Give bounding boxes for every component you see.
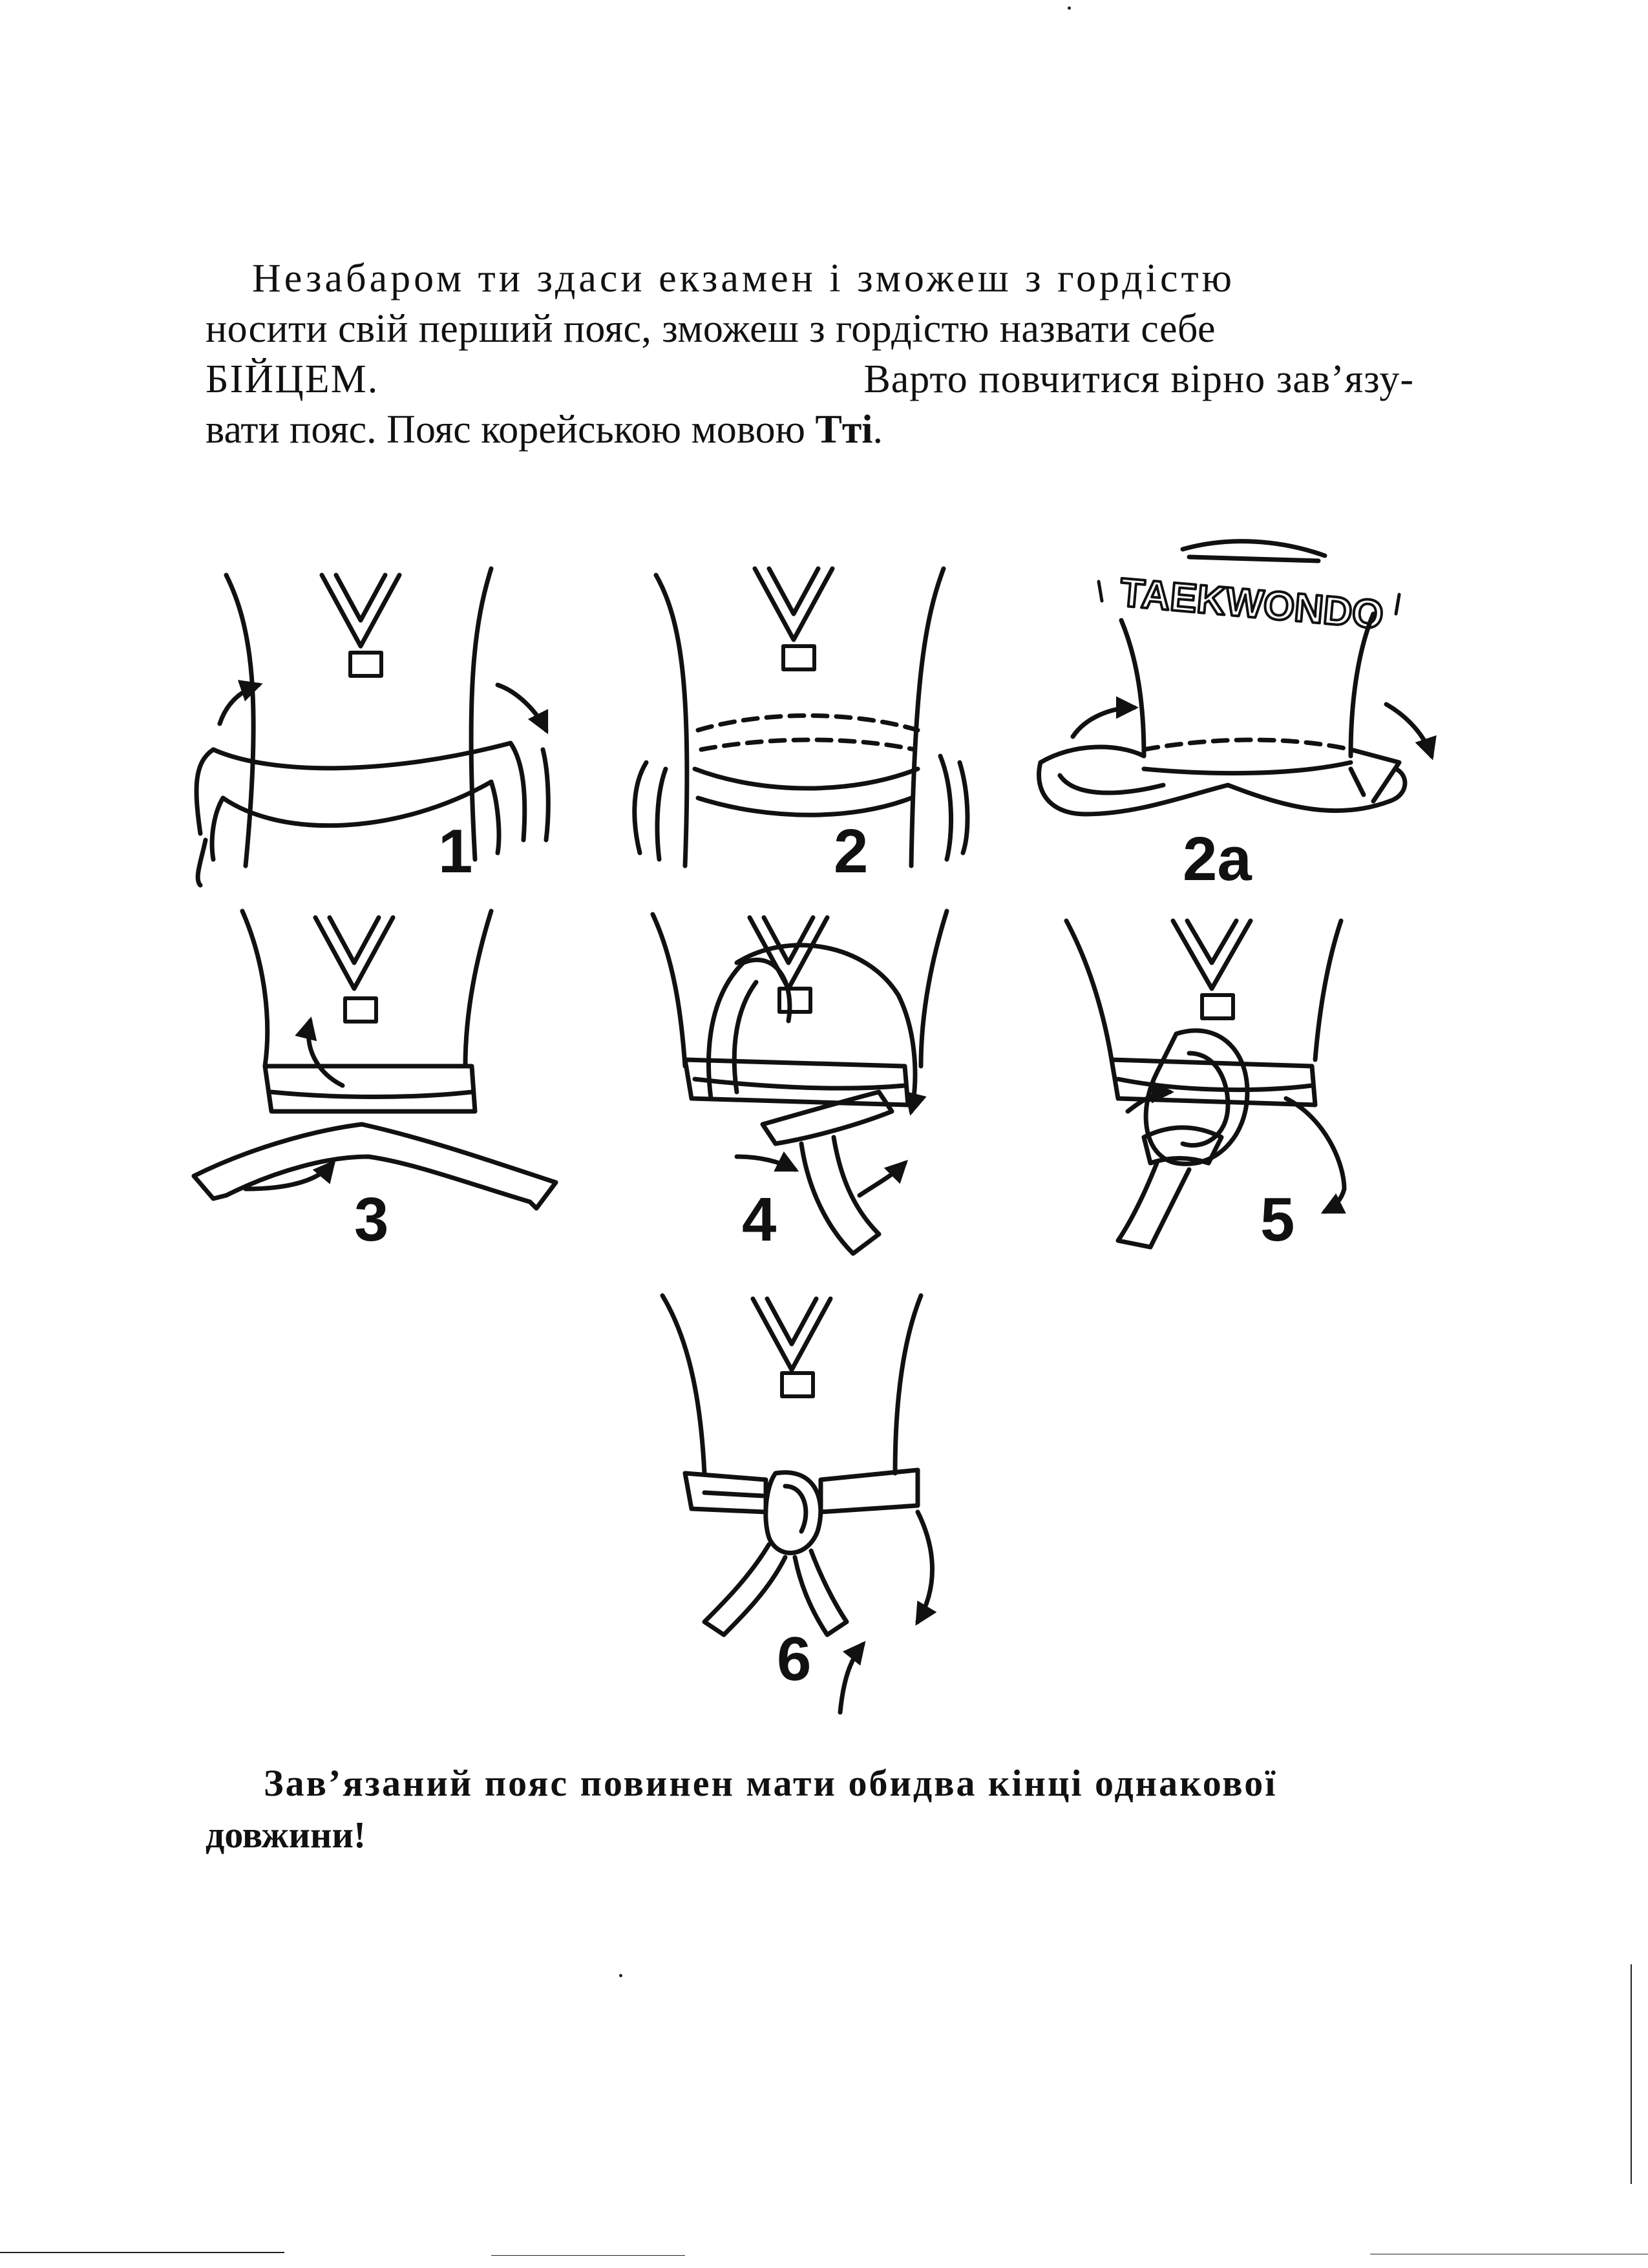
intro-line-1: Незабаром ти здаси екзамен і зможеш з гордістю [252, 257, 1235, 300]
intro-line-4-start: вати пояс. Пояс корейською мовою [206, 408, 816, 452]
closing-line-1: Зав’язаний пояс повинен мати обидва кінці однакової [264, 1762, 1278, 1804]
arrow-icon [246, 1163, 333, 1189]
jacket-lettering: TAEKWONDO [1118, 570, 1386, 638]
figure-5 [1066, 921, 1344, 1247]
figure-label-4: 4 [742, 1185, 777, 1254]
figure-1 [196, 569, 548, 885]
torso-outline [653, 911, 947, 1066]
scan-speck [619, 1974, 622, 1977]
figure-label-2: 2 [834, 817, 869, 886]
korean-belt-word: Тті [815, 408, 873, 452]
figure-label-2a: 2a [1183, 824, 1252, 894]
intro-line-4-end: . [872, 408, 883, 452]
belt-drawing [196, 743, 548, 885]
arrow-icon [737, 1157, 795, 1170]
scan-edge-line [491, 2255, 685, 2256]
scan-speck [1068, 6, 1071, 10]
figure-label-3: 3 [354, 1185, 389, 1254]
figure-4 [653, 911, 947, 1254]
figure-label-5: 5 [1260, 1185, 1295, 1254]
collar-mark [1183, 541, 1325, 556]
arrow-icon [860, 1163, 905, 1195]
belt-drawing [1039, 740, 1405, 814]
collar-mark [1189, 557, 1318, 561]
arrow-icon [918, 1512, 933, 1622]
figure-3 [194, 911, 556, 1208]
torso-outline [242, 911, 491, 1066]
arrow-icon [1286, 1098, 1344, 1212]
torso-outline [1066, 921, 1341, 1060]
closing-line-2: довжини! [206, 1814, 366, 1856]
scan-edge-line [1631, 1964, 1632, 2184]
arrow-icon [1386, 704, 1431, 756]
intro-line-3-rest: Варто повчитися вірно зав’язу- [863, 357, 1414, 401]
closing-note [206, 1758, 1421, 1861]
torso-outline [662, 1296, 921, 1473]
arrow-icon [308, 1021, 343, 1086]
scan-edge-line [0, 2252, 284, 2253]
arrow-icon [840, 1644, 863, 1712]
figure-label-1: 1 [438, 817, 473, 886]
figure-2a [1039, 541, 1431, 814]
arrow-icon [498, 685, 546, 730]
belt-drawing [685, 1470, 918, 1635]
belt-drawing [685, 960, 908, 1254]
figure-2 [635, 569, 967, 866]
fighter-word: БІЙЦЕМ. [206, 357, 379, 401]
intro-line-2: носити свій перший пояс, зможеш з гордістю назвати себе [206, 307, 1216, 351]
figure-label-6: 6 [777, 1624, 812, 1694]
arrow-icon [1073, 708, 1134, 737]
